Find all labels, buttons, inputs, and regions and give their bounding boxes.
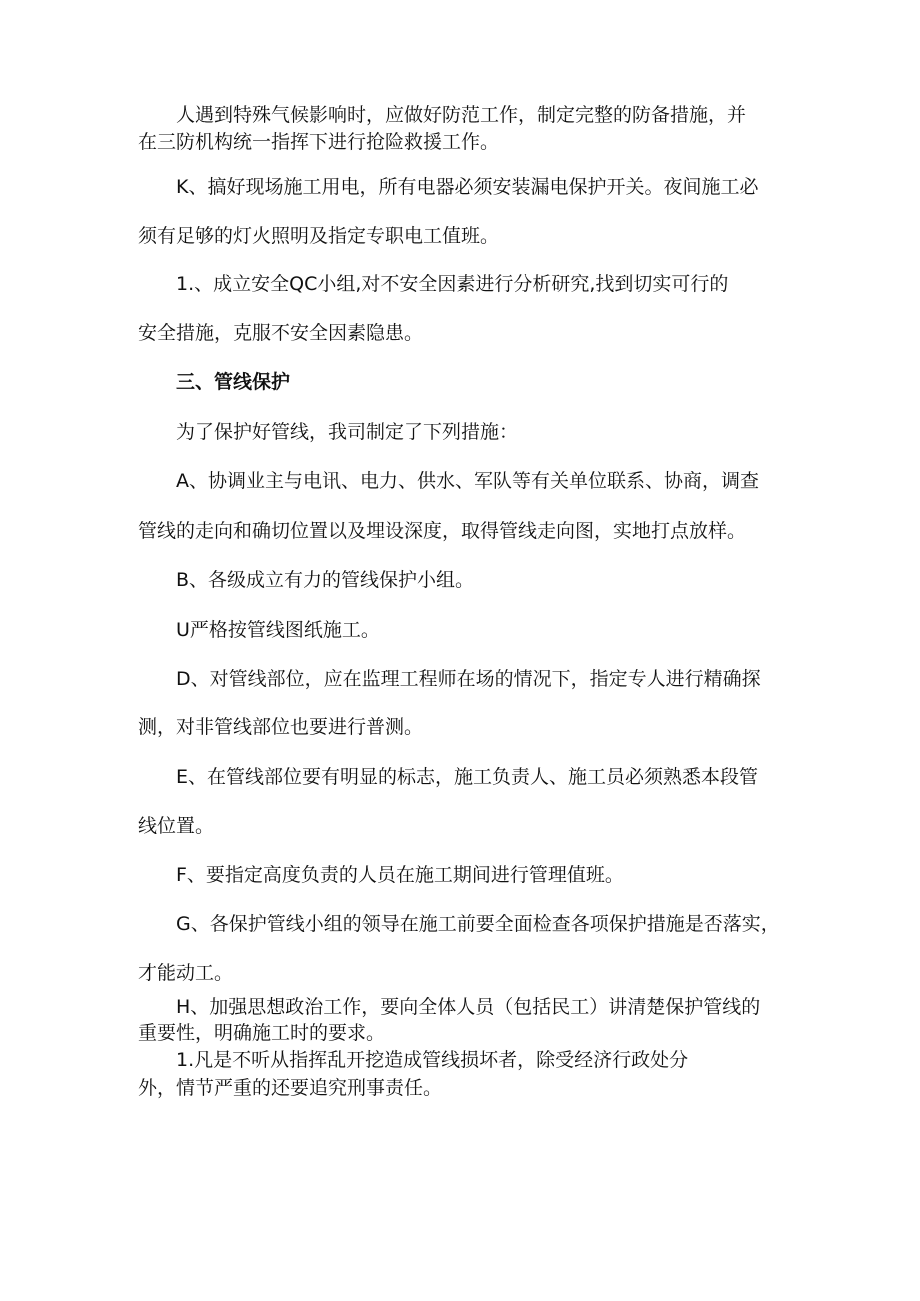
text-line-18: G、各保护管线小组的领导在施工前要全面检查各项保护措施是否落实， <box>176 913 780 935</box>
text-line-1: 人遇到特殊气候影响时，应做好防范工作，制定完整的防备措施，并 <box>176 104 747 126</box>
section-heading: 三、管线保护 <box>176 371 291 393</box>
text-line-15: E、在管线部位要有明显的标志，施工负责人、施工员必须熟悉本段管 <box>176 766 759 788</box>
text-line-13: D、对管线部位，应在监理工程师在场的情况下，指定专人进行精确探 <box>176 668 761 690</box>
text-line-19: 才能动工。 <box>138 962 234 984</box>
text-line-23: 外，情节严重的还要追究刑事责任。 <box>138 1077 443 1099</box>
text-line-20: H、加强思想政治工作，要向全体人员（包括民工）讲清楚保护管线的 <box>176 996 761 1018</box>
text-line-21: 重要性，明确施工时的要求。 <box>138 1022 386 1044</box>
text-line-14: 测，对非管线部位也要进行普测。 <box>138 716 424 738</box>
text-line-3: K、搞好现场施工用电，所有电器必须安装漏电保护开关。夜间施工必 <box>176 176 759 198</box>
text-line-12: U严格按管线图纸施工。 <box>176 619 380 641</box>
text-line-17: F、要指定高度负责的人员在施工期间进行管理值班。 <box>176 864 624 886</box>
text-line-6: 安全措施，克服不安全因素隐患。 <box>138 322 424 344</box>
text-line-2: 在三防机构统一指挥下进行抢险救援工作。 <box>138 131 500 153</box>
text-line-8: 为了保护好管线，我司制定了下列措施： <box>176 421 519 443</box>
text-line-9: A、协调业主与电讯、电力、供水、军队等有关单位联系、协商，调查 <box>176 470 759 492</box>
text-line-5: 1.、成立安全QC小组,对不安全因素进行分析研究,找到切实可行的 <box>176 273 729 295</box>
text-line-11: B、各级成立有力的管线保护小组。 <box>176 569 475 591</box>
text-line-16: 线位置。 <box>138 815 215 837</box>
text-line-4: 须有足够的灯火照明及指定专职电工值班。 <box>138 225 500 247</box>
text-line-22: 1.凡是不听从指挥乱开挖造成管线损坏者，除受经济行政处分 <box>176 1049 689 1071</box>
text-line-10: 管线的走向和确切位置以及埋设深度，取得管线走向图，实地打点放样。 <box>138 520 747 542</box>
